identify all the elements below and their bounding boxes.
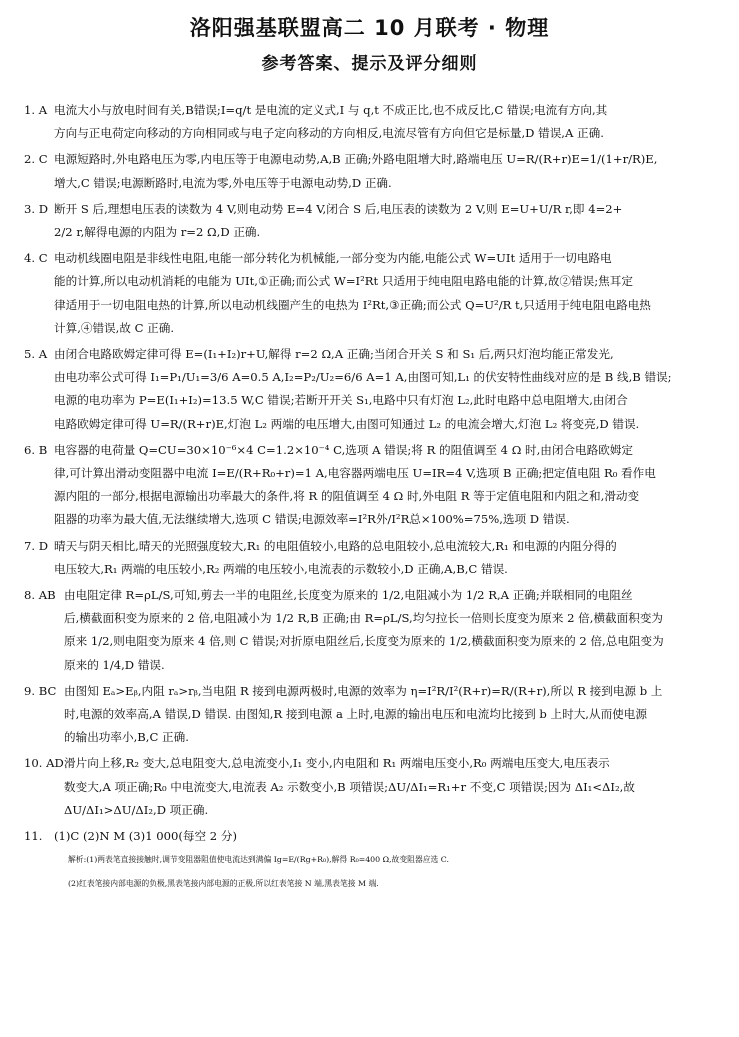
answer-number: 10. AD [24,756,64,771]
answer-line: 电源短路时,外电路电压为零,内电压等于电源电动势,A,B 正确;外路电阻增大时,路端电压 U=R/(R+r)E=1/(1+r/R)E, [54,152,658,167]
answer-line: 方向与正电荷定向移动的方向相同或与电子定向移动的方向相反,电流尽管有方向但它是标量,D 错误,A 正确. [54,126,604,141]
answer-line: 由图知 Eₐ>Eᵦ,内阻 rₐ>rᵦ,当电阻 R 接到电源两极时,电源的效率为 η=I²R/I²(R+r)=R/(R+r),所以 R 接到电源 b 上 [64,683,663,698]
answer-line: 解析:(1)两表笔直接接触时,调节变阻器阻值使电流达到满偏 Ig=E/(Rg+R₀),解得 R₀=400 Ω,故变阻器应选 C. [68,855,449,865]
answer-line: 电流大小与放电时间有关,B错误;I=q/t 是电流的定义式,I 与 q,t 不成正比,也不成反比,C 错误;电流有方向,其 [54,103,608,117]
answer-line: 律适用于一切电阻电热的计算,所以电动机线圈产生的电热为 I²Rt,③正确;而公式 Q=U²/R t,只适用于纯电阻电路电热 [54,297,651,312]
answer-line: 断开 S 后,理想电压表的读数为 4 V,则电动势 E=4 V,闭合 S 后,电压表的读数为 2 V,则 E=U+U/R r,即 4=2+ [54,201,623,216]
page-subtitle: 参考答案、提示及评分细则 [261,54,478,74]
answer-line: (1)C (2)N M (3)1 000(每空 2 分) [54,829,237,844]
answer-item-9 [24,680,718,750]
answer-line: 电源的电功率为 P=E(I₁+I₂)=13.5 W,C 错误;若断开开关 S₁,电路中只有灯泡 L₂,此时电路中总电阻增大,由闭合 [54,393,628,408]
answer-line: 电动机线圈电阻是非线性电阻,电能一部分转化为机械能,一部分变为内能,电能公式 W=UIt 适用于一切电路电 [54,251,612,266]
answer-line: 后,横截面积变为原来的 2 倍,电阻减小为 1/2 R,B 正确;由 R=ρL/S,均匀拉长一倍则长度变为原来 2 倍,横截面积变为 [64,611,664,626]
answer-item-4 [24,247,718,340]
answer-line: 数变大,A 项正确;R₀ 中电流变大,电流表 A₂ 示数变小,B 项错误;ΔU/ΔI₁=R₁+r 不变,C 项错误;因为 ΔI₁<ΔI₂,故 [64,779,635,794]
answer-line: 由电功率公式可得 I₁=P₁/U₁=3/6 A=0.5 A,I₂=P₂/U₂=6/6 A=1 A,由图可知,L₁ 的伏安特性曲线对应的是 B 线,B 错误; [54,370,672,385]
answer-number: 7. D [24,538,49,553]
answer-number: 9. BC [24,683,57,698]
answer-item-8 [24,584,718,677]
answer-line: (2)红表笔接内部电源的负极,黑表笔接内部电源的正极,所以红表笔接 N 端,黑表笔接 M 端. [68,878,379,888]
answer-line: 能的计算,所以电动机消耗的电能为 UIt,①正确;而公式 W=I²Rt 只适用于纯电阻电路电能的计算,故②错误;焦耳定 [54,274,633,289]
answer-number: 11. [24,829,43,844]
answer-item-10 [24,752,718,822]
answer-line: 时,电源的效率高,A 错误,D 错误. 由图知,R 接到电源 a 上时,电源的输出电压和电流均比接到 b 上时大,从而使电源 [64,707,647,722]
answer-number: 6. B [24,442,48,457]
answer-line: 增大,C 错误;电源断路时,电流为零,外电压等于电源电动势,D 正确. [54,175,392,190]
answer-line: 的输出功率小,B,C 正确. [64,730,189,745]
answer-number: 3. D [24,201,49,216]
answer-number: 2. C [24,152,48,167]
answer-line: 计算,④错误,故 C 正确. [54,320,175,335]
answer-line: 由电阻定律 R=ρL/S,可知,剪去一半的电阻丝,长度变为原来的 1/2,电阻减小为 1/2 R,A 正确;并联相同的电阻丝 [64,588,633,603]
answer-line: 由闭合电路欧姆定律可得 E=(I₁+I₂)r+U,解得 r=2 Ω,A 正确;当闭合开关 S 和 S₁ 后,两只灯泡均能正常发光, [54,347,614,362]
answer-line: 原来 1/2,则电阻变为原来 4 倍,则 C 错误;对折原电阻丝后,长度变为原来的 1/2,横截面积变为原来的 2 倍,总电阻变为 [64,634,664,649]
answer-line: 电容器的电荷量 Q=CU=30×10⁻⁶×4 C=1.2×10⁻⁴ C,选项 A 错误;将 R 的阻值调至 4 Ω 时,由闭合电路欧姆定 [54,442,634,457]
answer-item-7 [24,535,718,581]
answer-item-5 [24,343,718,436]
answer-item-6 [24,439,718,532]
answer-number: 1. A [24,103,48,117]
answer-item-3 [24,198,718,244]
answer-line: 源内阻的一部分,根据电源输出功率最大的条件,将 R 的阻值调至 4 Ω 时,外电阻 R 等于定值电阻和内阻之和,滑动变 [54,489,640,504]
answer-line: 电路欧姆定律可得 U=R/(R+r)E,灯泡 L₂ 两端的电压增大,由图可知通过 L₂ 的电流会增大,灯泡 L₂ 将变亮,D 错误. [54,416,640,431]
answer-line: 电压较大,R₁ 两端的电压较小,R₂ 两端的电压较小,电流表的示数较小,D 正确,A,B,C 错误. [54,561,508,576]
answer-line: 2/2 r,解得电源的内阻为 r=2 Ω,D 正确. [54,225,261,240]
answer-item-2 [24,148,718,194]
answer-line: ΔU/ΔI₁>ΔU/ΔI₂,D 项正确. [64,802,209,817]
answer-line: 晴天与阴天相比,晴天的光照强度较大,R₁ 的电阻值较小,电路的总电阻较小,总电流较大,R₁ 和电源的内阻分得的 [54,538,617,553]
answer-line: 律,可计算出滑动变阻器中电流 I=E/(R+R₀+r)=1 A,电容器两端电压 U=IR=4 V,选项 B 正确;把定值电阻 R₀ 看作电 [54,466,656,481]
answer-line: 原来的 1/4,D 错误. [64,657,165,672]
page-title: 洛阳强基联盟高二 10 月联考 · 物理 [189,16,550,40]
answer-number: 8. AB [24,588,56,603]
answer-list [24,99,718,898]
answer-item-11 [24,825,718,895]
answer-line: 阻器的功率为最大值,无法继续增大,选项 C 错误;电源效率=I²R外/I²R总×100%=75%,选项 D 错误. [54,512,570,527]
answer-number: 5. A [24,347,48,362]
answer-item-1 [24,99,718,145]
answer-line: 滑片向上移,R₂ 变大,总电阻变大,总电流变小,I₁ 变小,内电阻和 R₁ 两端电压变小,R₀ 两端电压变大,电压表示 [64,756,610,771]
answer-number: 4. C [24,251,48,266]
